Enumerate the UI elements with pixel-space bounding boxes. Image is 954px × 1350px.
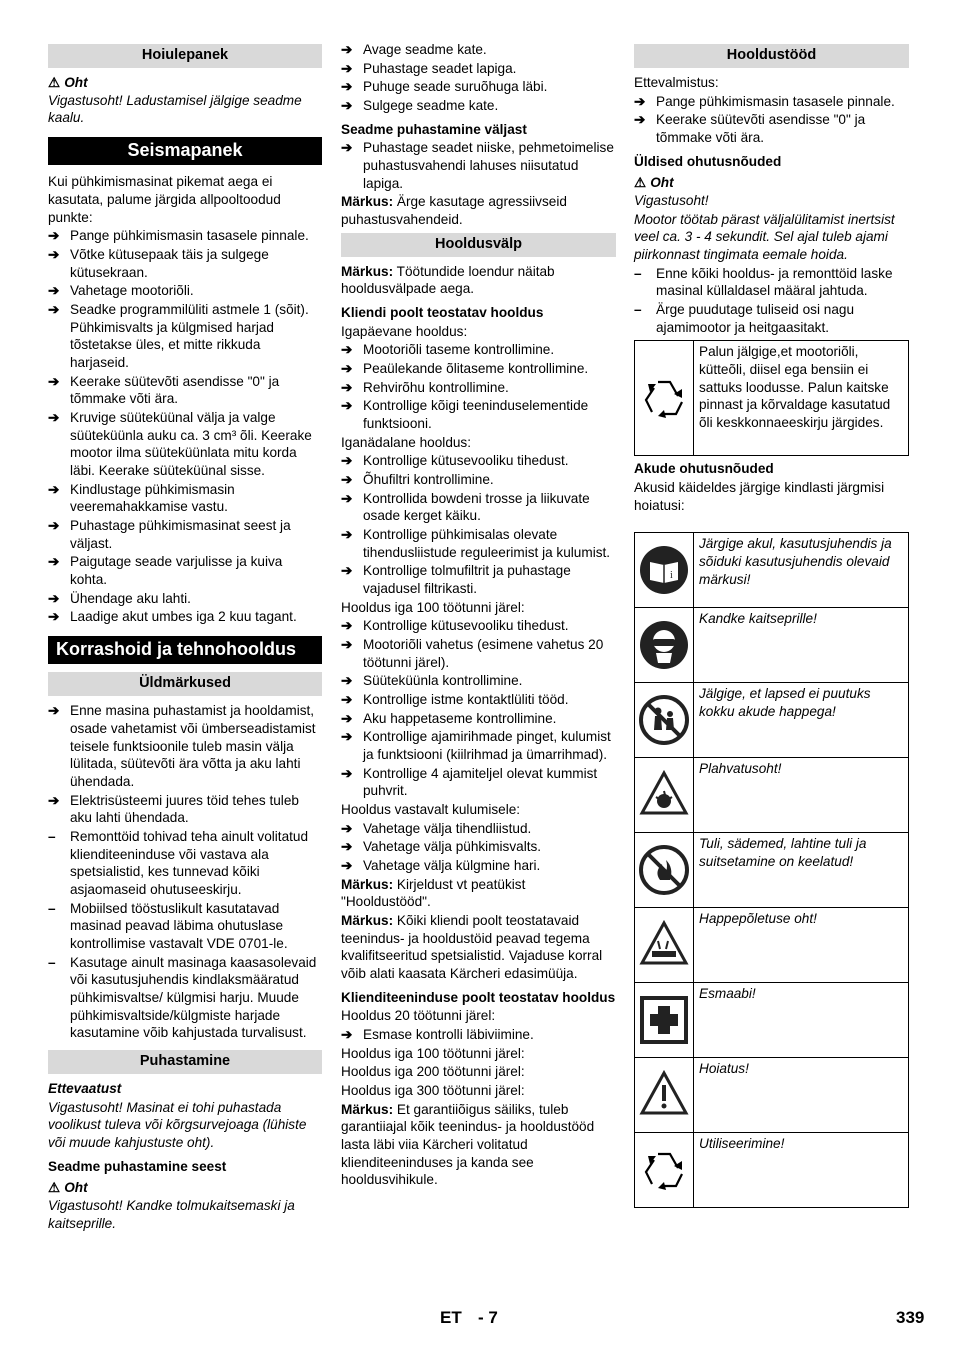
seismapanek-intro: Kui pühkimismasinat pikemat aega ei kasutata, palume järgida allpooltoodud punkte: [48,174,281,225]
warning-icon: ⚠ [48,74,61,90]
arrow-bullet-icon: ➔ [48,301,60,317]
list-item: ➔ Kindlustage pühkimismasin veeremahakkamise vastu. [48,481,235,515]
arrow-bullet-icon: ➔ [341,820,353,836]
list-item: ➔ Puhuge seade suruõhuga läbi. [341,79,548,95]
list-item: ➔ Ühendage aku lahti. [48,590,191,606]
igapaevane-list [341,341,616,432]
battery-symbols-table [634,532,909,1208]
list-item: ➔ Sulgege seadme kate. [341,98,499,114]
arrow-bullet-icon: ➔ [634,93,646,109]
list-item: ➔ Süüteküünla kontrollimine. [341,673,523,689]
symbol-row [635,683,909,758]
kliendi-heading: Kliendi poolt teostatav hooldus [341,304,544,320]
symbol-text: Plahvatusoht! [694,758,909,833]
arrow-bullet-icon: ➔ [341,637,353,652]
arrow-bullet-icon: ➔ [341,729,353,745]
ettevalmistus-label: Ettevalmistus: [634,74,719,90]
igapaevane-label: Igapäevane hooldus: [341,323,468,339]
valjast-heading: Seadme puhastamine väljast [341,121,527,137]
list-item: ➔ Elektrisüsteemi juures töid tehes tuleb aku lahti ühendada. [48,792,299,826]
arrow-bullet-icon: ➔ [341,398,353,414]
iga100-list [341,617,616,800]
arrow-bullet-icon: ➔ [341,765,353,781]
symbol-row [635,1058,909,1133]
list-item: ➔ Vahetage välja pühkimisvalts. [341,839,542,855]
corrosive-icon [635,908,694,983]
goggles-icon [635,608,694,683]
arrow-bullet-icon: ➔ [634,112,646,128]
list-item: ➔ Peaülekande õlitaseme kontrollimine. [341,360,589,376]
list-item: ➔ Kontrollida bowdeni trosse ja liikuvate osade kerget käiku. [341,490,590,524]
seismapanek-list [48,227,322,626]
list-item: ➔ Seadke programmilüliti astmele 1 (sõit). Pühkimisvalts ja külgmised harjad tõstetakse üles, et mitte rikkuda harjaseid. [48,301,309,370]
iga100-label: Hooldus iga 100 töötunni järel: [341,599,525,615]
arrow-bullet-icon: ➔ [48,283,60,299]
kulumisele-list [341,820,616,875]
list-item: – Mobiilsed tööstuslikult kasutatavad masinad peavad läbima ohutuslase kontrollimise vastavalt VDE 0701-le. [48,900,288,952]
dash-bullet: – [634,265,642,281]
arrow-bullet-icon: ➔ [341,453,353,469]
akude-intro: Akusid käideldes järgige kindlasti järgmisi hoiatusi: [634,479,885,513]
recycle-table [634,340,909,456]
symbol-text: Tuli, sädemed, lahtine tuli ja suitsetamine on keelatud! [694,833,909,908]
arrow-bullet-icon: ➔ [341,60,353,76]
iga20-label: Hooldus 20 töötunni järel: [341,1008,496,1024]
section-puhastamine: Puhastamine [48,1050,322,1074]
symbol-text: Utiliseerimine! [694,1133,909,1208]
caution-heading: Ettevaatust [48,1080,122,1096]
note-3: Märkus: Kõiki kliendi poolt teostatavaid teenindus- ja hooldustöid peavad tegema kvalifitseeritud spetsialistid. Vajaduse korral võib alati kaasata Kärcheri edasimüüja. [341,913,603,982]
recycle-icon [635,1133,694,1208]
warning-icon: ⚠ [634,175,647,191]
list-item: ➔ Kontrollige ajamirihmade pinget, kulumist ja funktsiooni (kiilrihmad ja ümarrihmad). [341,729,611,763]
danger-heading: ⚠ Oht [48,74,88,90]
list-item: ➔ Vahetage välja külgmine hari. [341,858,541,874]
dash-bullet: – [48,900,56,916]
symbol-row [635,908,909,983]
danger-heading-3: ⚠ Oht [634,175,674,191]
dash-bullet: – [48,954,56,970]
list-item: ➔ Mootoriõli taseme kontrollimine. [341,342,555,358]
iga20-list [341,1026,616,1044]
symbol-text: Kandke kaitseprille! [694,608,909,683]
arrow-bullet-icon: ➔ [48,228,60,244]
arrow-bullet-icon: ➔ [48,792,60,808]
ohutus-heading: Üldised ohutusnõuded [634,153,782,169]
list-item: ➔ Paigutage seade varjulisse ja kuiva kohta. [48,554,283,588]
list-item: ➔ Laadige akut umbes iga 2 kuu tagant. [48,609,297,625]
symbol-text: Jälgige, et lapsed ei puutuks kokku akude happega! [694,683,909,758]
section-hooldusvalp: Hooldusvälp [341,233,616,257]
arrow-bullet-icon: ➔ [341,79,353,95]
list-item: ➔ Kontrollige 4 ajamiteljel olevat kummist puhvrit. [341,765,598,799]
arrow-bullet-icon: ➔ [48,246,60,262]
manual-icon [635,533,694,608]
recycle-text: Palun jälgige,et mootoriõli, kütteõli, diisel ega bensiin ei sattuks loodusse. Palun kaitske pinnast ja kõrvaldage kasutatud õli keskkonnaeeskirju järgides. [694,341,909,456]
danger-text-2: Vigastusoht! Kandke tolmukaitsemaski ja kaitseprille. [48,1197,295,1231]
list-item: ➔ Puhastage seadet lapiga. [341,60,517,76]
first-aid-icon [635,983,694,1058]
arrow-bullet-icon: ➔ [341,563,353,579]
list-item: ➔ Vahetage välja tihendliistud. [341,820,532,836]
caution-text: Vigastusoht! Masinat ei tohi puhastada voolikust tuleva või kõrgsurvejoaga (lühiste või muude kahjustuste oht). [48,1099,307,1150]
arrow-bullet-icon: ➔ [48,481,60,497]
list-item: ➔ Puhastage seadet niiske, pehmetoimelise puhastusvahendi lahuses niisutatud lapiga. [341,140,614,191]
ohutus-dash-list [634,265,909,337]
recycle-icon [635,341,694,456]
arrow-bullet-icon: ➔ [341,379,353,395]
arrow-bullet-icon: ➔ [341,1027,353,1043]
section-hoiulepanek: Hoiulepanek [48,44,322,68]
section-hooldustood: Hooldustööd [634,44,909,68]
list-item: ➔ Kontrollige tolmufiltrit ja puhastage vajadusel filtrikasti. [341,563,571,596]
column-1 [48,44,322,1233]
arrow-bullet-icon: ➔ [341,673,353,689]
warning-icon: ⚠ [48,1180,61,1196]
arrow-bullet-icon: ➔ [341,858,353,874]
explosion-icon [635,758,694,833]
list-item: – Kasutage ainult masinaga kaasasolevaid või kasutusjuhendis kindlaksmääratud pühkimisvaltse/ külgmisi harju. Muude pühkimisvaltside/külgmiste harjade kasutamine võib kahjustada turvalisust. [48,954,317,1041]
danger-text: Vigastusoht! Ladustamisel jälgige seadme kaalu. [48,92,302,126]
chapter-korrashoid: Korrashoid ja tehnohooldus [48,636,322,664]
symbol-text: Happepõletuse oht! [694,908,909,983]
symbol-row [635,608,909,683]
arrow-bullet-icon: ➔ [341,342,353,358]
arrow-bullet-icon: ➔ [48,590,60,606]
hooldusvalp-note: Märkus: Töötundide loendur näitab hooldusvälpade aega. [341,263,555,297]
arrow-bullet-icon: ➔ [48,609,60,625]
symbol-row [635,533,909,608]
arrow-bullet-icon: ➔ [341,360,353,376]
valjast-note: Märkus: Ärge kasutage agressiivseid puhastusvahendeid. [341,194,567,228]
arrow-bullet-icon: ➔ [48,554,60,570]
svg-text:i: i [670,570,673,582]
arrow-bullet-icon: ➔ [341,98,353,114]
list-item: – Ärge puudutage tuliseid osi nagu ajamimootor ja heitgaasitakt. [634,301,855,335]
arrow-bullet-icon: ➔ [341,490,353,506]
list-item: ➔ Aku happetaseme kontrollimine. [341,710,557,726]
symbol-text: Esmaabi! [694,983,909,1058]
yldmarkused-arrow-list [48,702,322,827]
iganadalane-label: Iganädalane hooldus: [341,434,472,450]
list-item: ➔ Kontrollige pühkimisalas olevate tihendusliistude reguleerimist ja kulumist. [341,526,611,560]
arrow-bullet-icon: ➔ [341,618,353,634]
list-item: ➔ Kontrollige kütusevooliku tihedust. [341,453,569,469]
list-item: ➔ Võtke kütusepaak täis ja sulgege kütusekraan. [48,246,269,280]
iga300-label: Hooldus iga 300 töötunni järel: [341,1083,525,1099]
no-children-icon [635,683,694,758]
list-item: ➔ Pange pühkimismasin tasasele pinnale. [48,228,309,244]
list-item: ➔ Pange pühkimismasin tasasele pinnale. [634,93,895,109]
arrow-bullet-icon: ➔ [341,710,353,726]
arrow-bullet-icon: ➔ [48,409,60,425]
warning-triangle-icon [635,1058,694,1133]
section-yldmarkused: Üldmärkused [48,672,322,696]
symbol-row [635,1133,909,1208]
list-item: ➔ Kruvige süüteküünal välja ja valge süüteküünla auku ca. 3 cm³ õli. Keerake mootor ilma süüteküünlata mitu korda läbi. Keerake süüteküünal sisse. [48,409,312,478]
list-item: ➔ Rehvirõhu kontrollimine. [341,379,509,395]
no-fire-icon [635,833,694,908]
iga100b-label: Hooldus iga 100 töötunni järel: [341,1045,525,1061]
klienditeeninduse-heading: Klienditeeninduse poolt teostatav hooldus [341,989,616,1005]
ettevalmistus-list [634,93,909,147]
list-item: ➔ Kontrollige kõigi teeninduselementide funktsiooni. [341,398,589,431]
symbol-text: Hoiatus! [694,1058,909,1133]
list-item: ➔ Avage seadme kate. [341,42,487,57]
list-item: ➔ Enne masina puhastamist ja hooldamist, osade vahetamist või ümberseadistamist teisele funktsioonile tuleb masin välja lülitada, süütevõti ära võtta ja aku lahti ühendada. [48,703,316,789]
footer-page: - 7 [478,1308,498,1327]
dash-bullet: – [634,301,642,317]
arrow-bullet-icon: ➔ [341,42,353,57]
arrow-bullet-icon: ➔ [48,518,60,534]
iga200-label: Hooldus iga 200 töötunni järel: [341,1064,525,1080]
seest-heading: Seadme puhastamine seest [48,1158,227,1174]
symbol-row [635,983,909,1058]
danger-heading-2: ⚠ Oht [48,1180,88,1196]
symbol-row [635,833,909,908]
akude-heading: Akude ohutusnõuded [634,461,774,477]
valjast-list [341,139,616,192]
list-item: ➔ Õhufiltri kontrollimine. [341,471,494,487]
list-item: ➔ Kontrollige istme kontaktlüliti tööd. [341,692,569,708]
arrow-bullet-icon: ➔ [341,471,353,487]
column-2 [341,41,616,1190]
list-item: ➔ Vahetage mootoriõli. [48,283,194,299]
arrow-bullet-icon: ➔ [341,839,353,855]
arrow-bullet-icon: ➔ [48,703,60,719]
danger-text-3b: Mootor töötab pärast väljalülitamist inertsist veel ca. 3 - 4 sekundit. Sel ajal tuleb ajami piirkonnast tingimata eemale hoida. [634,211,895,262]
footer-number: 339 [896,1308,925,1327]
yldmarkused-dash-list [48,828,322,1042]
list-item: ➔ Keerake süütevõti asendisse "0" ja tõmmake võti ära. [48,373,280,407]
column-3 [634,44,909,1208]
list-item: – Remonttöid tohivad teha ainult volitatud klienditeeninduse või vastava ala spetsialistid, kes tunnevad kõiki asjaomaseid ohutuseeskirju. [48,828,309,897]
list-item: ➔ Mootoriõli vahetus (esimene vahetus 20 töötunni järel). [341,637,604,670]
list-item: ➔ Kontrollige kütusevooliku tihedust. [341,618,569,634]
iganadalane-list [341,452,616,597]
danger-text-3a: Vigastusoht! [634,192,709,208]
arrow-bullet-icon: ➔ [341,140,353,156]
symbol-text: Järgige akul, kasutusjuhendis ja sõiduki kasutusjuhendis olevaid märkusi! [694,533,909,608]
list-item: ➔ Esmase kontrolli läbiviimine. [341,1027,534,1043]
list-item: ➔ Keerake süütevõti asendisse "0" ja tõmmake võti ära. [634,112,866,145]
arrow-bullet-icon: ➔ [341,526,353,542]
top-list [341,41,616,115]
kulumisele-label: Hooldus vastavalt kulumisele: [341,802,521,818]
chapter-seismapanek: Seismapanek [48,137,322,165]
note-2: Märkus: Kirjeldust vt peatükist "Hooldustööd". [341,876,526,910]
footer-language: ET [440,1308,462,1327]
list-item: – Enne kõiki hooldus- ja remonttöid laske masinal küllaldasel määral jahtuda. [634,265,893,299]
list-item: ➔ Puhastage pühkimismasinat seest ja väljast. [48,518,291,551]
dash-bullet: – [48,828,56,844]
symbol-row [635,758,909,833]
arrow-bullet-icon: ➔ [48,373,60,389]
note-4: Märkus: Et garantiiõigus säiliks, tuleb garantiiajal kõik teenindus- ja hooldustööd lasta läbi viia Kärcheri volitatud klienditeeninduses ja kanda see hooldusvihikule. [341,1101,595,1188]
arrow-bullet-icon: ➔ [341,692,353,708]
